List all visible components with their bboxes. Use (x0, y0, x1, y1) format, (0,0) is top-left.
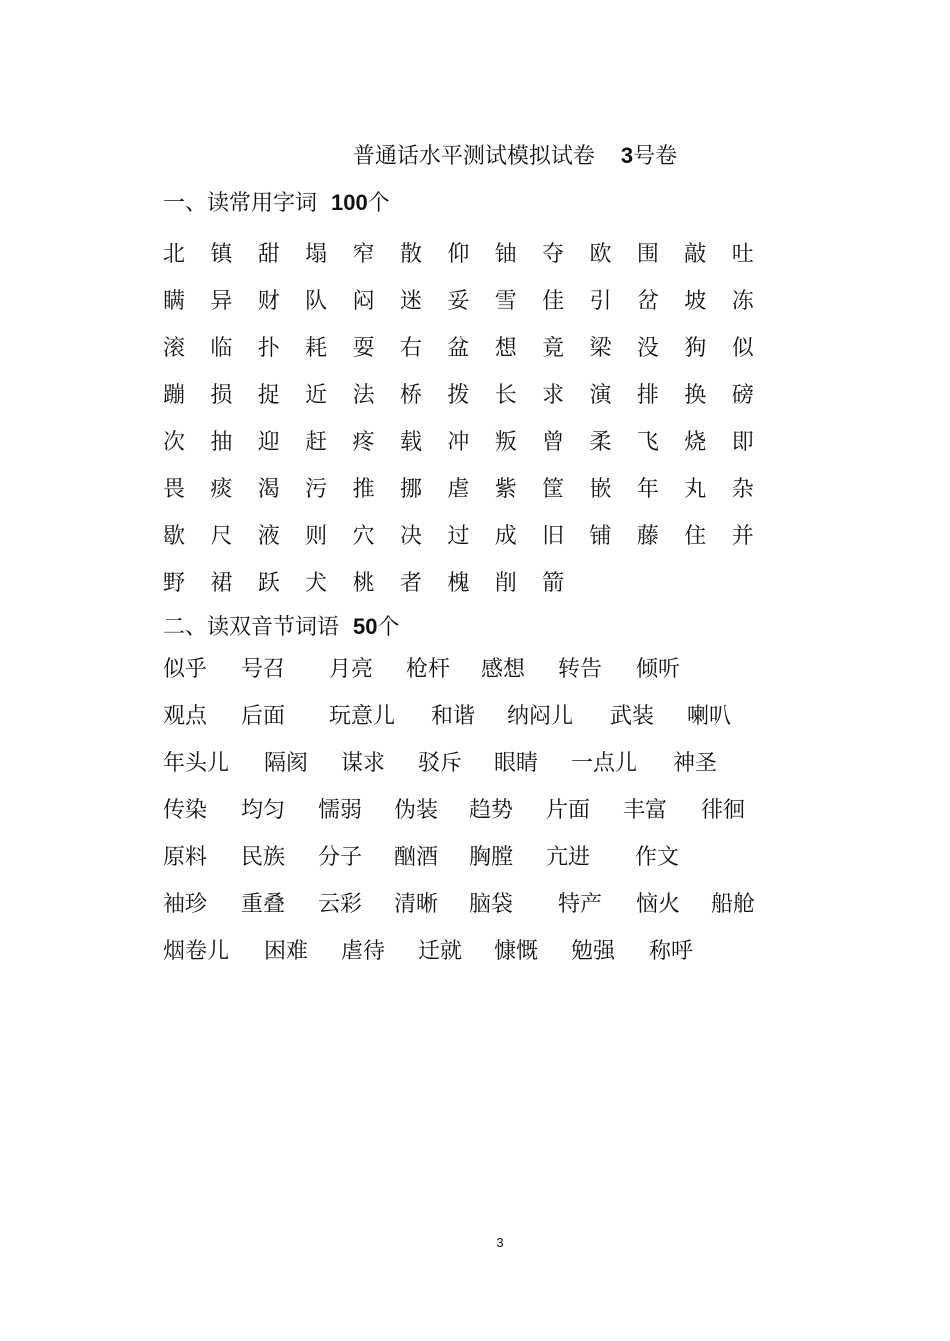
word-item: 云彩 (318, 892, 363, 917)
char-cell: 叛 (494, 429, 517, 455)
word-item: 感想 (481, 657, 526, 682)
char-cell: 耍 (352, 335, 375, 361)
word-item: 袖珍 (163, 892, 208, 917)
char-cell: 吐 (731, 241, 754, 267)
char-cell: 藤 (636, 523, 659, 549)
char-cell: 换 (684, 382, 707, 408)
word-row (163, 937, 803, 984)
char-cell: 似 (731, 335, 754, 361)
char-cell: 即 (731, 429, 754, 455)
char-cell: 仰 (447, 241, 470, 267)
char-cell: 铺 (589, 523, 612, 549)
word-item: 虐待 (341, 939, 386, 964)
char-row (163, 325, 779, 372)
word-item: 民族 (241, 845, 286, 870)
title-text: 普通话水平测试模拟试卷 (352, 144, 595, 169)
word-row (163, 890, 803, 937)
char-cell: 妥 (447, 288, 470, 314)
char-cell: 近 (305, 382, 328, 408)
char-cell: 柔 (589, 429, 612, 455)
word-item: 武装 (610, 704, 655, 729)
char-cell: 瞒 (163, 288, 186, 314)
char-cell: 临 (210, 335, 233, 361)
word-item: 丰富 (623, 798, 668, 823)
char-cell: 北 (163, 241, 186, 267)
char-cell: 闷 (352, 288, 375, 314)
char-cell: 抽 (210, 429, 233, 455)
char-row (163, 372, 779, 419)
char-cell: 蹦 (163, 382, 186, 408)
word-item: 玩意儿 (329, 704, 396, 729)
section-heading-words (163, 612, 400, 643)
char-cell: 演 (589, 382, 612, 408)
word-item: 船舱 (711, 892, 756, 917)
char-cell: 岔 (636, 288, 659, 314)
word-item: 和谐 (431, 704, 476, 729)
word-item: 纳闷儿 (507, 704, 574, 729)
char-cell: 次 (163, 429, 186, 455)
char-cell: 虐 (447, 476, 470, 502)
char-cell: 铀 (494, 241, 517, 267)
char-row (163, 513, 779, 560)
char-cell: 渴 (257, 476, 280, 502)
page-number: 3 (496, 1235, 504, 1250)
char-cell: 桃 (352, 570, 375, 596)
word-item: 作文 (635, 845, 680, 870)
char-cell: 坡 (684, 288, 707, 314)
char-cell: 梁 (589, 335, 612, 361)
word-item: 困难 (264, 939, 309, 964)
char-cell: 佳 (542, 288, 565, 314)
word-item: 胸膛 (469, 845, 514, 870)
char-cell: 法 (352, 382, 375, 408)
word-item: 号召 (241, 657, 286, 682)
char-cell: 滚 (163, 335, 186, 361)
title-suffix: 号卷 (633, 144, 678, 169)
char-cell: 右 (399, 335, 422, 361)
word-item: 月亮 (329, 657, 374, 682)
character-grid (163, 231, 779, 607)
word-item: 趋势 (469, 798, 514, 823)
char-cell: 桥 (399, 382, 422, 408)
char-cell: 尺 (210, 523, 233, 549)
title-number: 3 (620, 143, 634, 168)
char-cell: 住 (684, 523, 707, 549)
word-item: 后面 (241, 704, 286, 729)
word-item: 慷慨 (494, 939, 539, 964)
char-cell: 冻 (731, 288, 754, 314)
word-item: 倾听 (636, 657, 681, 682)
word-item: 特产 (558, 892, 603, 917)
word-item: 懦弱 (318, 798, 363, 823)
char-cell: 长 (494, 382, 517, 408)
char-cell: 拨 (447, 382, 470, 408)
char-row (163, 278, 779, 325)
char-cell: 竟 (542, 335, 565, 361)
char-cell: 甜 (257, 241, 280, 267)
char-cell: 液 (257, 523, 280, 549)
word-item: 称呼 (649, 939, 694, 964)
section-unit: 个 (367, 191, 390, 216)
word-item: 重叠 (241, 892, 286, 917)
section-unit: 个 (377, 615, 400, 640)
char-cell: 削 (494, 570, 517, 596)
word-item: 传染 (163, 798, 208, 823)
char-cell: 犬 (305, 570, 328, 596)
char-cell: 捉 (257, 382, 280, 408)
char-row (163, 231, 779, 278)
char-cell: 跃 (257, 570, 280, 596)
char-cell: 夺 (542, 241, 565, 267)
word-item: 神圣 (673, 751, 718, 776)
char-cell: 散 (399, 241, 422, 267)
word-item: 均匀 (241, 798, 286, 823)
char-cell: 迎 (257, 429, 280, 455)
word-item: 观点 (163, 704, 208, 729)
char-cell: 塌 (305, 241, 328, 267)
char-cell: 耗 (305, 335, 328, 361)
word-item: 分子 (318, 845, 363, 870)
char-cell: 镇 (210, 241, 233, 267)
char-cell: 迷 (399, 288, 422, 314)
char-cell: 旧 (542, 523, 565, 549)
word-item: 清晰 (394, 892, 439, 917)
word-item: 脑袋 (469, 892, 514, 917)
char-row (163, 560, 779, 607)
char-cell: 筐 (542, 476, 565, 502)
char-cell: 磅 (731, 382, 754, 408)
word-row (163, 796, 803, 843)
char-cell: 想 (494, 335, 517, 361)
char-cell: 污 (305, 476, 328, 502)
char-cell: 飞 (636, 429, 659, 455)
word-row (163, 749, 803, 796)
word-item: 年头儿 (163, 751, 230, 776)
char-cell: 成 (494, 523, 517, 549)
section-label: 一、读常用字词 (163, 191, 318, 216)
word-item: 枪杆 (406, 657, 451, 682)
char-cell: 冲 (447, 429, 470, 455)
char-cell: 挪 (399, 476, 422, 502)
char-cell: 烧 (684, 429, 707, 455)
word-item: 伪装 (394, 798, 439, 823)
char-cell: 槐 (447, 570, 470, 596)
char-cell: 年 (636, 476, 659, 502)
word-item: 迁就 (418, 939, 463, 964)
char-row (163, 466, 779, 513)
word-list (163, 655, 803, 984)
char-cell: 丸 (684, 476, 707, 502)
word-item: 片面 (546, 798, 591, 823)
char-row (163, 419, 779, 466)
char-cell: 损 (210, 382, 233, 408)
word-item: 似乎 (163, 657, 208, 682)
char-cell: 求 (542, 382, 565, 408)
word-item: 亢进 (546, 845, 591, 870)
word-item: 喇叭 (687, 704, 732, 729)
section-count: 100 (331, 190, 368, 215)
word-item: 隔阂 (264, 751, 309, 776)
char-cell: 痰 (210, 476, 233, 502)
char-cell: 窄 (352, 241, 375, 267)
word-item: 徘徊 (701, 798, 746, 823)
char-cell: 欧 (589, 241, 612, 267)
char-cell: 财 (257, 288, 280, 314)
word-item: 转告 (558, 657, 603, 682)
char-cell: 畏 (163, 476, 186, 502)
char-cell: 紫 (494, 476, 517, 502)
page-title (0, 141, 950, 172)
section-label: 二、读双音节词语 (163, 615, 340, 640)
char-cell: 疼 (352, 429, 375, 455)
char-cell: 推 (352, 476, 375, 502)
word-item: 原料 (163, 845, 208, 870)
word-item: 恼火 (636, 892, 681, 917)
word-item: 酗酒 (394, 845, 439, 870)
char-cell: 裙 (210, 570, 233, 596)
char-cell: 杂 (731, 476, 754, 502)
word-item: 烟卷儿 (163, 939, 230, 964)
char-cell: 者 (399, 570, 422, 596)
word-item: 眼睛 (494, 751, 539, 776)
char-cell: 并 (731, 523, 754, 549)
word-item: 驳斥 (418, 751, 463, 776)
char-cell: 引 (589, 288, 612, 314)
char-cell: 赶 (305, 429, 328, 455)
section-heading-characters (163, 188, 390, 219)
char-cell: 嵌 (589, 476, 612, 502)
char-cell: 围 (636, 241, 659, 267)
char-cell: 决 (399, 523, 422, 549)
char-cell: 曾 (542, 429, 565, 455)
char-cell: 则 (305, 523, 328, 549)
word-item: 一点儿 (571, 751, 638, 776)
char-cell: 盆 (447, 335, 470, 361)
char-cell: 队 (305, 288, 328, 314)
word-row (163, 843, 803, 890)
char-cell: 没 (636, 335, 659, 361)
char-cell: 异 (210, 288, 233, 314)
word-row (163, 655, 803, 702)
char-cell: 过 (447, 523, 470, 549)
char-cell: 敲 (684, 241, 707, 267)
char-cell: 排 (636, 382, 659, 408)
char-cell: 扑 (257, 335, 280, 361)
char-cell: 野 (163, 570, 186, 596)
word-item: 谋求 (341, 751, 386, 776)
char-cell: 穴 (352, 523, 375, 549)
word-item: 勉强 (571, 939, 616, 964)
section-count: 50 (353, 614, 378, 639)
char-cell: 雪 (494, 288, 517, 314)
char-cell: 箭 (542, 570, 565, 596)
word-row (163, 702, 803, 749)
char-cell: 狗 (684, 335, 707, 361)
char-cell: 载 (399, 429, 422, 455)
char-cell: 歇 (163, 523, 186, 549)
